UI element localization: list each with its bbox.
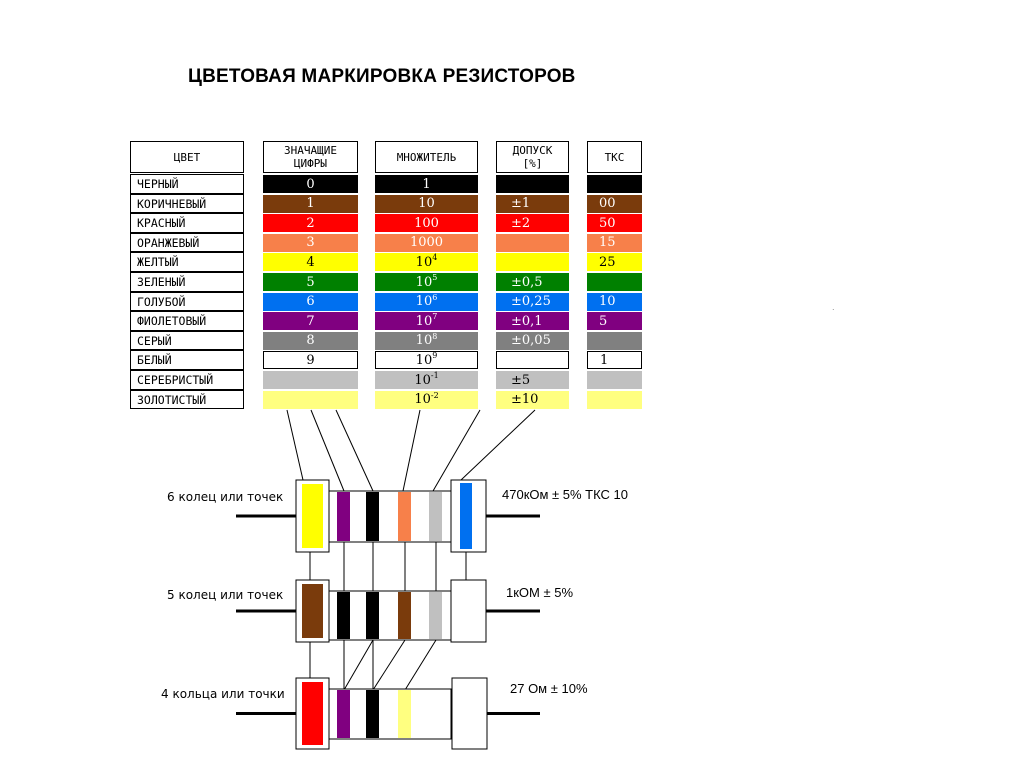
tks-cell: 15 (587, 234, 642, 252)
color-band (366, 592, 379, 639)
multiplier-base: 10 (415, 333, 433, 349)
tol-cell: ±10 (496, 391, 569, 409)
digit-cell: 8 (263, 332, 358, 350)
digit-cell: 4 (263, 253, 358, 271)
color-name-cell: СЕРЕБРИСТЫЙ (130, 370, 244, 390)
resistor-cap-right (451, 580, 486, 642)
color-band (398, 690, 411, 738)
multiplier-base: 10 (415, 294, 433, 310)
color-band (366, 690, 379, 738)
digit-cell: 5 (263, 273, 358, 291)
tks-cell: 5 (587, 312, 642, 330)
connector-line (461, 410, 535, 480)
mult-cell: 10 $^9$ (375, 351, 478, 369)
tol-cell: ±0,25 (496, 293, 569, 311)
multiplier-base: 1 (422, 176, 431, 192)
digit-cell: 0 (263, 175, 358, 193)
color-band (429, 592, 442, 639)
mult-cell: 10 $^{-2}$ (375, 391, 478, 409)
guide-line (373, 640, 405, 690)
header-digits: ЗНАЧАЩИЕ ЦИФРЫ (263, 141, 358, 173)
header-color: ЦВЕТ (130, 141, 244, 173)
resistor-label-4-band: 4 кольца или точки (161, 687, 285, 701)
resistor-value-4-band: 27 Ом ± 10% (510, 681, 588, 696)
resistor-value-6-band: 470кОм ± 5% ТКС 10 (502, 487, 629, 502)
resistor-label-6-band: 6 колец или точек (167, 490, 284, 504)
resistor-cap-right (452, 678, 487, 749)
color-name-cell: ОРАНЖЕВЫЙ (130, 233, 244, 253)
digit-cell: 3 (263, 234, 358, 252)
multiplier-base: 10 (414, 392, 431, 408)
color-name-cell: ЗЕЛЕНЫЙ (130, 272, 244, 292)
connector-line (287, 410, 303, 480)
multiplier-base: 10 (415, 274, 433, 290)
color-name-cell: КОРИЧНЕВЫЙ (130, 194, 244, 214)
color-band (302, 484, 323, 548)
tol-cell: ±2 (496, 214, 569, 232)
digit-cell: 9 (263, 351, 358, 369)
guide-line (405, 640, 436, 690)
digit-cell: 1 (263, 195, 358, 213)
multiplier-base: 10 (415, 313, 433, 329)
connector-line (311, 410, 344, 491)
multiplier-base: 10 (418, 196, 435, 212)
color-band (302, 584, 323, 638)
tol-cell: ±5 (496, 371, 569, 389)
header-multiplier: МНОЖИТЕЛЬ (375, 141, 478, 173)
stray-dot: . (832, 303, 835, 312)
color-band (337, 492, 350, 541)
mult-cell: 10 $^6$ (375, 293, 478, 311)
color-name-cell: ЖЕЛТЫЙ (130, 252, 244, 272)
multiplier-base: 1000 (409, 235, 444, 251)
mult-cell: 10 $^4$ (375, 253, 478, 271)
connector-line (336, 410, 373, 491)
color-band (460, 483, 472, 549)
tks-cell: 50 (587, 214, 642, 232)
digit-cell: 7 (263, 312, 358, 330)
page-title: ЦВЕТОВАЯ МАРКИРОВКА РЕЗИСТОРОВ (188, 66, 576, 87)
multiplier-base: 10 (415, 352, 433, 368)
tks-cell: 1 (587, 351, 642, 369)
color-band (429, 492, 442, 541)
digit-cell: 6 (263, 293, 358, 311)
color-name-cell: ЧЕРНЫЙ (130, 174, 244, 194)
color-name-cell: СЕРЫЙ (130, 331, 244, 351)
connector-line (403, 410, 420, 491)
multiplier-base: 10 (415, 254, 433, 270)
resistor-value-5-band: 1кОМ ± 5% (506, 585, 574, 600)
color-name-cell: ЗОЛОТИСТЫЙ (130, 390, 244, 410)
multiplier-base: 100 (414, 215, 439, 231)
mult-cell: 10 $^7$ (375, 312, 478, 330)
tks-cell: 25 (587, 253, 642, 271)
guide-line (344, 640, 373, 690)
tks-cell: 00 (587, 195, 642, 213)
color-band (302, 682, 323, 745)
color-name-cell: КРАСНЫЙ (130, 213, 244, 233)
mult-cell: 10 $^{-1}$ (375, 371, 478, 389)
tol-cell: ±1 (496, 195, 569, 213)
mult-cell: 10 $^8$ (375, 332, 478, 350)
tol-cell: ±0,5 (496, 273, 569, 291)
color-name-cell: ГОЛУБОЙ (130, 292, 244, 312)
header-tks: ТКС (587, 141, 642, 173)
color-band (366, 492, 379, 541)
tol-cell: ±0,05 (496, 332, 569, 350)
header-tolerance: ДОПУСК [%] (496, 141, 569, 173)
resistor-label-5-band: 5 колец или точек (167, 588, 284, 602)
color-band (337, 690, 350, 738)
mult-cell: 10 $^5$ (375, 273, 478, 291)
color-name-cell: ФИОЛЕТОВЫЙ (130, 311, 244, 331)
color-name-cell: БЕЛЫЙ (130, 350, 244, 370)
connector-line (433, 410, 480, 491)
color-band (398, 492, 411, 541)
digit-cell: 2 (263, 214, 358, 232)
color-band (398, 592, 411, 639)
color-band (337, 592, 350, 639)
tks-cell: 10 (587, 293, 642, 311)
multiplier-base: 10 (414, 372, 431, 388)
tol-cell: ±0,1 (496, 312, 569, 330)
